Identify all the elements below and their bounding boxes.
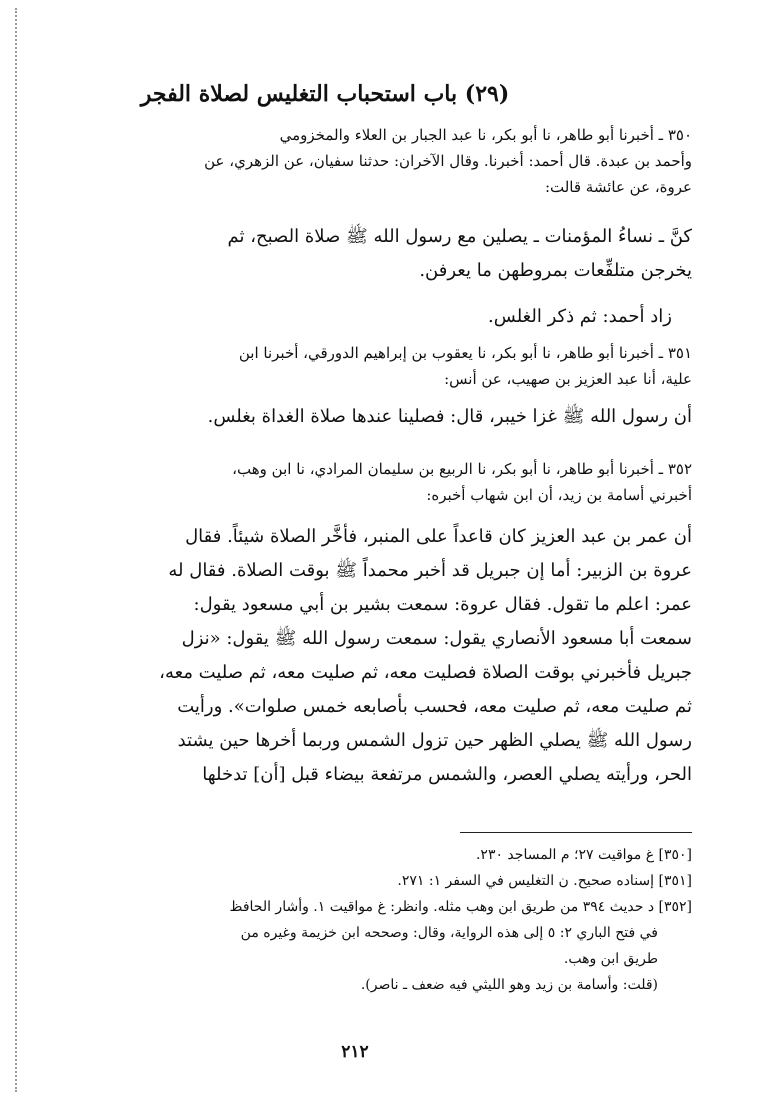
- footnote-352-note: (قلت: وأسامة بن زيد وهو الليثي فيه ضعف ـ ناصر).: [360, 977, 658, 993]
- text-line: أن عمر بن عبد العزيز كان قاعداً على المنبر، فأخَّر الصلاة شيئاً. فقال: [185, 526, 692, 547]
- text-line: عمر: اعلم ما تقول. فقال عروة: سمعت بشير بن أبي مسعود يقول:: [193, 594, 692, 615]
- text-line: علية، أنا عبد العزيز بن صهيب، عن أنس:: [444, 370, 692, 388]
- text-line: رسول الله ﷺ يصلي الظهر حين تزول الشمس وربما أخرها حين يشتد: [177, 730, 692, 751]
- hadith-352-isnad: [62, 456, 692, 508]
- hadith-350-addition: [62, 300, 672, 334]
- text-line: يخرجن متلفِّعات بمروطهن ما يعرفن.: [419, 260, 692, 281]
- text-line: ثم صليت معه، ثم صليت معه، فحسب بأصابعه خمس صلوات». ورأيت: [177, 696, 692, 717]
- text-line: عروة، عن عائشة قالت:: [544, 178, 692, 196]
- hadith-352-matn: [62, 520, 692, 792]
- chapter-title: (٢٩) باب استحباب التغليس لصلاة الفجر: [140, 81, 510, 107]
- text-line: ٣٥١ ـ أخبرنا أبو طاهر، نا أبو بكر، نا يعقوب بن إبراهيم الدورقي، أخبرنا ابن: [238, 344, 692, 362]
- text-line: ٣٥٢ ـ أخبرنا أبو طاهر، نا أبو بكر، نا الربيع بن سليمان المرادي، نا ابن وهب،: [232, 460, 692, 478]
- text-line: جبريل فأخبرني بوقت الصلاة فصليت معه، ثم صليت معه، ثم صليت معه،: [159, 662, 692, 683]
- hadith-350-isnad: [62, 122, 692, 200]
- footnotes: [62, 842, 692, 998]
- text-line: أخبرني أسامة بن زيد، أن ابن شهاب أخبره:: [426, 486, 692, 504]
- margin-dotted-line: [15, 8, 17, 1092]
- footnote-351: [٣٥١] إسناده صحيح. ن التغليس في السفر ١: ٢٧١.: [397, 873, 692, 889]
- text-line: ٣٥٠ ـ أخبرنا أبو طاهر، نا أبو بكر، نا عبد الجبار بن العلاء والمخزومي: [279, 126, 692, 144]
- text-line: عروة بن الزبير: أما إن جبريل قد أخبر محمداً ﷺ بوقت الصلاة. فقال له: [168, 560, 692, 581]
- text-line: كنَّ ـ نساءُ المؤمنات ـ يصلين مع رسول الله ﷺ صلاة الصبح، ثم: [227, 226, 692, 247]
- text-line: سمعت أبا مسعود الأنصاري يقول: سمعت رسول الله ﷺ يقول: «نزل: [181, 628, 692, 649]
- hadith-351-isnad: [62, 340, 692, 392]
- text-line: أن رسول الله ﷺ غزا خيبر، قال: فصلينا عندها صلاة الغداة بغلس.: [207, 406, 692, 427]
- hadith-351-matn: [62, 400, 692, 434]
- hadith-350-matn: [62, 220, 692, 288]
- footnote-352-continued: طريق ابن وهب.: [563, 951, 658, 967]
- text-line: الحر، ورأيته يصلي العصر، والشمس مرتفعة بيضاء قبل [أن] تدخلها: [202, 764, 692, 785]
- footnote-350: [٣٥٠] غ مواقيت ٢٧؛ م المساجد ٢٣٠.: [475, 847, 692, 863]
- footnote-352-continued: في فتح الباري ٢: ٥ إلى هذه الرواية، وقال: وصححه ابن خزيمة وغيره من: [240, 925, 658, 941]
- footnote-352: [٣٥٢] د حديث ٣٩٤ من طريق ابن وهب مثله. وانظر: غ مواقيت ١. وأشار الحافظ: [229, 899, 692, 915]
- text-line: وأحمد بن عبدة. قال أحمد: أخبرنا. وقال الآخران: حدثنا سفيان، عن الزهري، عن: [204, 152, 692, 170]
- page-number: ٢١٢: [341, 1042, 369, 1062]
- text-line: زاد أحمد: ثم ذكر الغلس.: [488, 306, 672, 327]
- footnote-separator: [460, 832, 692, 833]
